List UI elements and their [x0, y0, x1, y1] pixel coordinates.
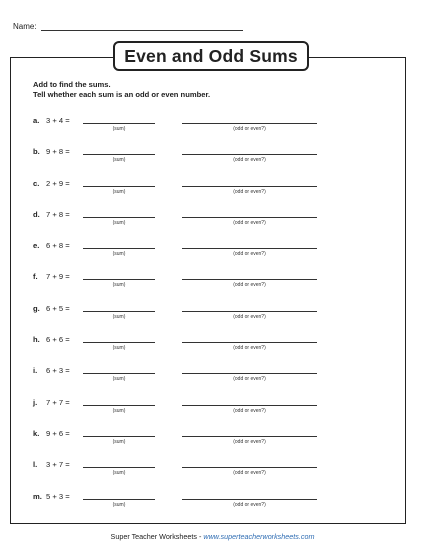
- problem-expression: 3 + 4 =: [46, 116, 70, 125]
- odd-even-answer-line[interactable]: [182, 248, 317, 249]
- problem-expression: 6 + 3 =: [46, 366, 70, 376]
- sum-answer-line[interactable]: [83, 342, 155, 343]
- sum-answer-line[interactable]: [83, 186, 155, 187]
- problem-expression: 6 + 8 =: [46, 241, 70, 251]
- name-field-row: [13, 22, 243, 31]
- odd-even-caption: (odd or even?): [233, 313, 266, 320]
- odd-even-caption: (odd or even?): [233, 282, 266, 289]
- problem-letter: d.: [33, 209, 40, 219]
- problem-letter: a.: [33, 116, 40, 125]
- sum-caption: (sum): [112, 501, 126, 508]
- problem-row: [33, 303, 333, 334]
- problem-row: [33, 365, 333, 396]
- sum-caption: (sum): [112, 470, 126, 477]
- problem-expression: 9 + 8 =: [46, 147, 70, 157]
- odd-even-answer-line[interactable]: [182, 279, 317, 280]
- problem-row: [33, 334, 333, 365]
- sum-answer-line[interactable]: [83, 373, 155, 374]
- problem-letter: e.: [33, 241, 40, 251]
- instruction-line-2: Tell whether each sum is an odd or even number.: [33, 89, 211, 99]
- footer-link[interactable]: www.superteacherworksheets.com: [203, 532, 315, 541]
- odd-even-caption: (odd or even?): [233, 345, 266, 352]
- odd-even-answer-line[interactable]: [182, 342, 317, 343]
- odd-even-answer-line[interactable]: [182, 217, 317, 218]
- sum-caption: (sum): [112, 345, 126, 352]
- odd-even-caption: (odd or even?): [233, 219, 266, 226]
- instructions: [33, 80, 210, 99]
- problem-letter: j.: [33, 397, 38, 407]
- instruction-line-1: Add to find the sums.: [33, 80, 111, 89]
- problem-expression: 7 + 7 =: [46, 397, 70, 407]
- odd-even-answer-line[interactable]: [182, 467, 317, 468]
- sum-caption: (sum): [112, 313, 126, 320]
- sum-caption: (sum): [112, 407, 126, 414]
- odd-even-answer-line[interactable]: [182, 311, 317, 312]
- problem-row: [33, 178, 333, 209]
- problem-row: [33, 209, 333, 240]
- sum-answer-line[interactable]: [83, 279, 155, 280]
- odd-even-answer-line[interactable]: [182, 373, 317, 374]
- footer-brand: Super Teacher Worksheets: [110, 532, 197, 541]
- problem-letter: b.: [33, 147, 40, 157]
- odd-even-answer-line[interactable]: [182, 186, 317, 187]
- problem-letter: m.: [33, 491, 42, 501]
- problem-letter: i.: [33, 366, 38, 376]
- sum-caption: (sum): [112, 251, 126, 258]
- odd-even-answer-line[interactable]: [182, 405, 317, 406]
- footer-separator: -: [196, 532, 204, 541]
- problem-row: [33, 397, 333, 428]
- problem-row: [33, 491, 333, 522]
- problem-row: [33, 146, 333, 177]
- problem-row: [33, 115, 333, 146]
- problem-expression: 3 + 7 =: [46, 460, 70, 470]
- problem-expression: 6 + 5 =: [46, 303, 70, 313]
- sum-answer-line[interactable]: [83, 123, 155, 124]
- sum-caption: (sum): [112, 219, 126, 226]
- problem-letter: l.: [33, 460, 38, 470]
- sum-answer-line[interactable]: [83, 248, 155, 249]
- odd-even-caption: (odd or even?): [233, 438, 266, 445]
- problem-letter: g.: [33, 303, 40, 313]
- odd-even-answer-line[interactable]: [182, 154, 317, 155]
- problem-letter: h.: [33, 335, 40, 345]
- odd-even-caption: (odd or even?): [233, 376, 266, 383]
- sum-caption: (sum): [112, 188, 126, 195]
- problem-expression: 2 + 9 =: [46, 178, 70, 188]
- problem-letter: f.: [33, 272, 38, 282]
- footer: [0, 532, 425, 541]
- problem-letter: c.: [33, 178, 40, 188]
- name-label: Name:: [13, 22, 37, 31]
- problem-expression: 9 + 6 =: [46, 428, 70, 438]
- problem-row: [33, 428, 333, 459]
- odd-even-caption: (odd or even?): [233, 470, 266, 477]
- title-text: Even and Odd Sums: [124, 45, 298, 66]
- odd-even-caption: (odd or even?): [233, 501, 266, 508]
- sum-caption: (sum): [112, 282, 126, 289]
- sum-answer-line[interactable]: [83, 436, 155, 437]
- problem-row: [33, 240, 333, 271]
- sum-caption: (sum): [112, 438, 126, 445]
- problem-row: [33, 271, 333, 302]
- page-title: [113, 41, 309, 71]
- odd-even-caption: (odd or even?): [233, 251, 266, 258]
- sum-answer-line[interactable]: [83, 405, 155, 406]
- sum-caption: (sum): [112, 126, 126, 132]
- name-line[interactable]: [41, 22, 243, 31]
- problem-expression: 7 + 9 =: [46, 272, 70, 282]
- problem-expression: 5 + 3 =: [46, 491, 70, 501]
- odd-even-answer-line[interactable]: [182, 499, 317, 500]
- odd-even-caption: (odd or even?): [233, 157, 266, 164]
- sum-caption: (sum): [112, 376, 126, 383]
- problem-expression: 6 + 6 =: [46, 335, 70, 345]
- sum-caption: (sum): [112, 157, 126, 164]
- sum-answer-line[interactable]: [83, 217, 155, 218]
- odd-even-answer-line[interactable]: [182, 123, 317, 124]
- problem-row: [33, 459, 333, 490]
- odd-even-caption: (odd or even?): [233, 407, 266, 414]
- odd-even-caption: (odd or even?): [233, 126, 266, 132]
- problem-list: [33, 115, 333, 522]
- sum-answer-line[interactable]: [83, 467, 155, 468]
- problem-letter: k.: [33, 428, 40, 438]
- sum-answer-line[interactable]: [83, 499, 155, 500]
- problem-expression: 7 + 8 =: [46, 209, 70, 219]
- sum-answer-line[interactable]: [83, 311, 155, 312]
- odd-even-answer-line[interactable]: [182, 436, 317, 437]
- sum-answer-line[interactable]: [83, 154, 155, 155]
- odd-even-caption: (odd or even?): [233, 188, 266, 195]
